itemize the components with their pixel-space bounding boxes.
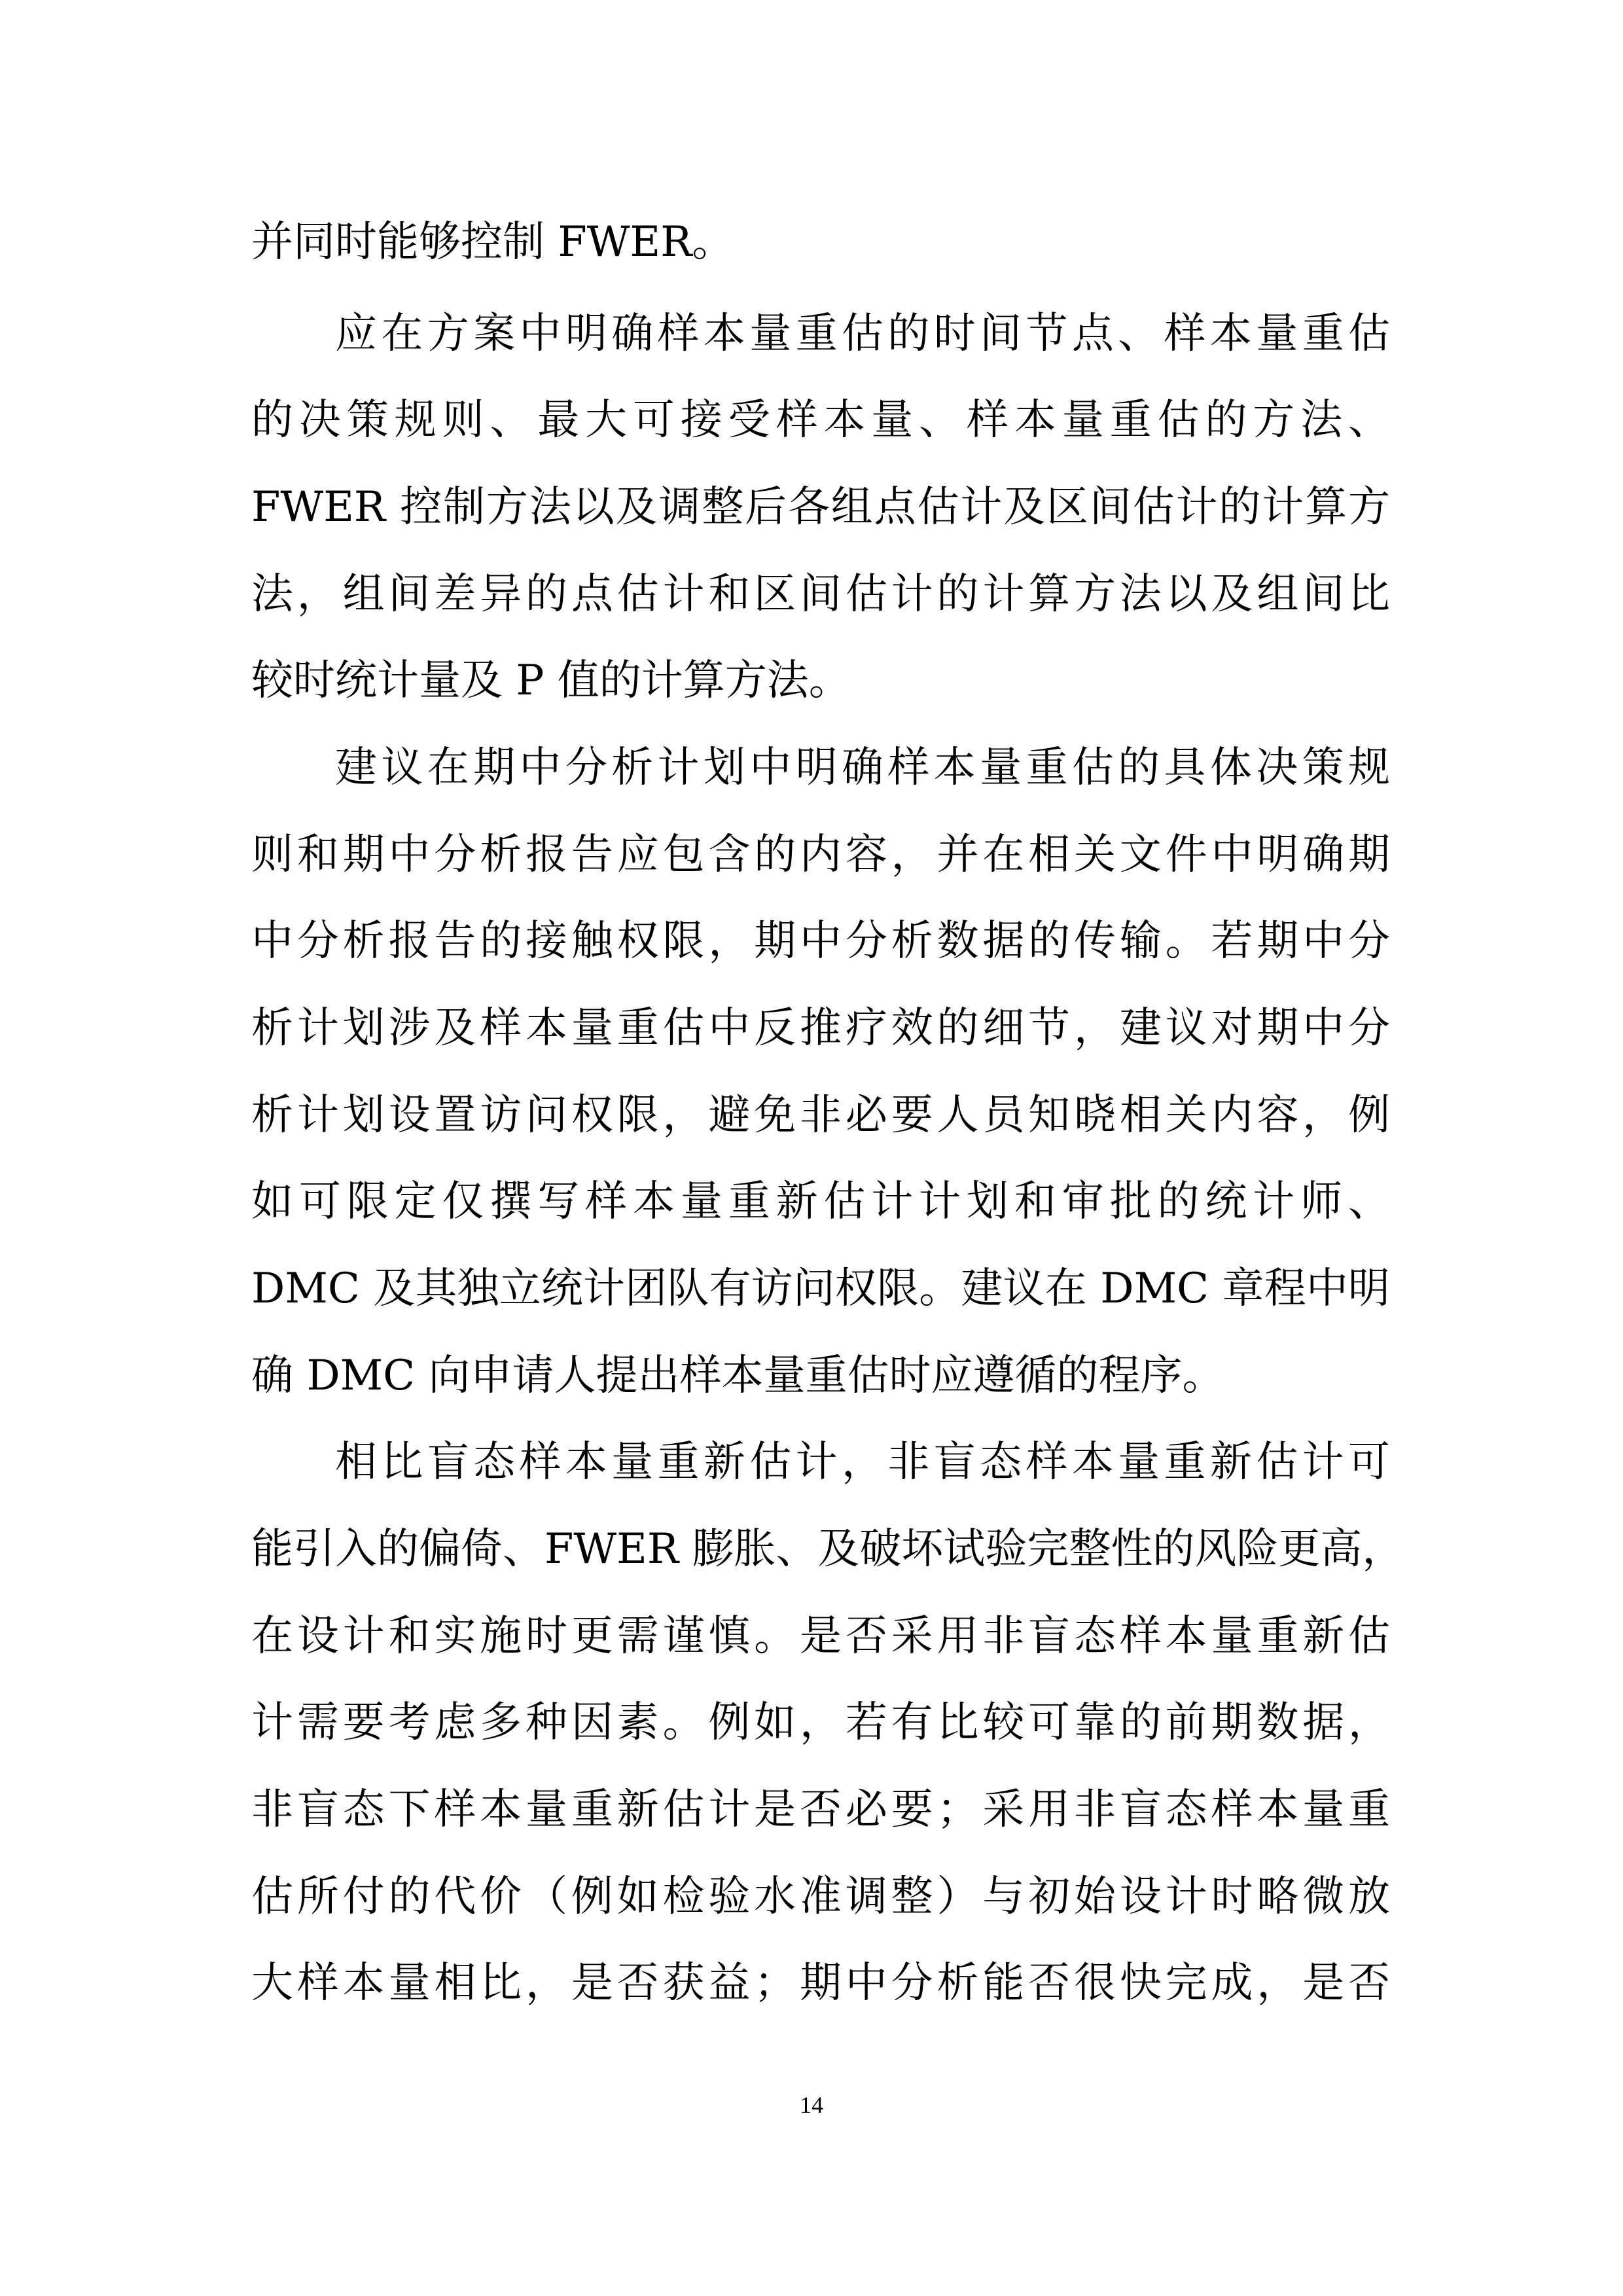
text-line: 在设计和实施时更需谨慎。是否采用非盲态样本量重新估 (251, 1612, 1390, 1660)
text-line: 并同时能够控制 FWER。 (251, 218, 734, 266)
text-line: 能引入的偏倚、FWER 膨胀、及破坏试验完整性的风险更高， (251, 1525, 1404, 1573)
text-line: 法，组间差异的点估计和区间估计的计算方法以及组间比 (251, 570, 1390, 619)
text-line: 确 DMC 向申请人提出样本量重估时应遵循的程序。 (251, 1352, 1224, 1400)
text-line: 中分析报告的接触权限，期中分析数据的传输。若期中分 (251, 917, 1390, 965)
text-line: 计需要考虑多种因素。例如，若有比较可靠的前期数据， (251, 1698, 1390, 1747)
text-line: 析计划涉及样本量重估中反推疗效的细节，建议对期中分 (251, 1004, 1390, 1052)
text-line: 则和期中分析报告应包含的内容，并在相关文件中明确期 (251, 831, 1390, 879)
text-line: 非盲态下样本量重新估计是否必要；采用非盲态样本量重 (251, 1785, 1390, 1834)
page-number: 14 (800, 2092, 823, 2118)
text-line: 的决策规则、最大可接受样本量、样本量重估的方法、 (251, 396, 1390, 444)
text-line: 较时统计量及 P 值的计算方法。 (251, 656, 851, 705)
text-line: 如可限定仅撰写样本量重新估计计划和审批的统计师、 (251, 1177, 1390, 1226)
text-line: 大样本量相比，是否获益；期中分析能否很快完成，是否 (251, 1959, 1390, 2007)
text-line: 相比盲态样本量重新估计，非盲态样本量重新估计可 (335, 1438, 1390, 1486)
text-line: 应在方案中明确样本量重估的时间节点、样本量重估 (335, 310, 1390, 358)
text-line: 估所付的代价（例如检验水准调整）与初始设计时略微放 (251, 1873, 1390, 1921)
text-line: DMC 及其独立统计团队有访问权限。建议在 DMC 章程中明 (251, 1265, 1390, 1313)
text-line: 析计划设置访问权限，避免非必要人员知晓相关内容，例 (251, 1091, 1390, 1139)
text-line: FWER 控制方法以及调整后各组点估计及区间估计的计算方 (251, 483, 1390, 531)
text-line: 建议在期中分析计划中明确样本量重估的具体决策规 (335, 744, 1390, 792)
